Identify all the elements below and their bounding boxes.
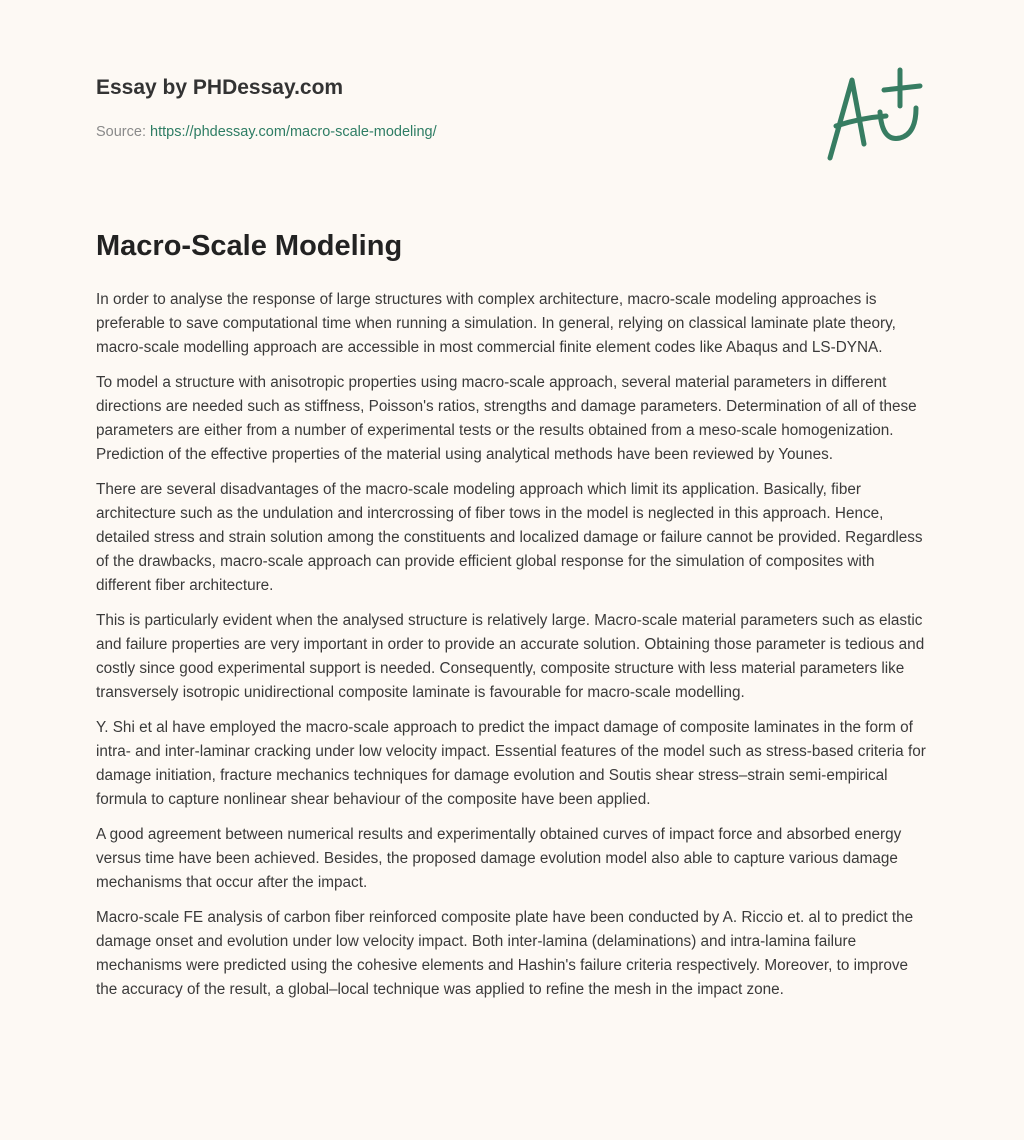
article-paragraph: There are several disadvantages of the macro-scale modeling approach which limit its application. Basically, fiber architecture such as the undulation and intercrossing of fiber tows in the model is neglected in this approach. Hence, detailed stress and strain solution among the constituents and localized damage or failure cannot be provided. Regardless of the drawbacks, macro-scale approach can provide efficient global response for the simulation of composites with different fiber architecture. bbox=[96, 481, 923, 594]
article-paragraph: A good agreement between numerical results and experimentally obtained curves of impact force and absorbed energy versus time have been achieved. Besides, the proposed damage evolution model also able to capture various damage mechanisms that occur after the impact. bbox=[96, 826, 902, 891]
source-label: Source: bbox=[96, 124, 146, 140]
article-paragraph: This is particularly evident when the analysed structure is relatively large. Macro-scale material parameters such as elastic and failure properties are very important in order to provide an accurate solution. Obtaining those parameter is tedious and costly since good experimental support is needed. Consequently, composite structure with less material parameters like transversely isotropic unidirectional composite laminate is favourable for macro-scale modelling. bbox=[96, 612, 925, 701]
source-line bbox=[96, 124, 437, 140]
article-title: Macro-Scale Modeling bbox=[96, 230, 403, 262]
article-paragraph: Y. Shi et al have employed the macro-scale approach to predict the impact damage of composite laminates in the form of intra- and inter-laminar cracking under low velocity impact. Essential features of the model such as stress-based criteria for damage initiation, fracture mechanics techniques for damage evolution and Soutis shear stress–strain semi-empirical formula to capture nonlinear shear behaviour of the composite have been applied. bbox=[96, 719, 926, 808]
site-header bbox=[96, 76, 343, 100]
article-paragraph: To model a structure with anisotropic properties using macro-scale approach, several material parameters in different directions are needed such as stiffness, Poisson's ratios, strengths and damage parameters. Determination of all of these parameters are either from a number of experimental tests or the results obtained from a meso-scale homogenization. Prediction of the effective properties of the material using analytical methods have been reviewed by Younes. bbox=[96, 374, 917, 463]
a-plus-logo-icon bbox=[820, 66, 930, 166]
article-paragraph: Macro-scale FE analysis of carbon fiber reinforced composite plate have been conducted by A. Riccio et. al to predict the damage onset and evolution under low velocity impact. Both inter-lamina (delaminations) and intra-lamina failure mechanisms were predicted using the cohesive elements and Hashin's failure criteria respectively. Moreover, to improve the accuracy of the result, a global–local technique was applied to refine the mesh in the impact zone. bbox=[96, 909, 914, 998]
source-link[interactable]: https://phdessay.com/macro-scale-modeling/ bbox=[150, 124, 437, 140]
article bbox=[96, 226, 928, 1013]
article-paragraph: In order to analyse the response of large structures with complex architecture, macro-scale modeling approaches is preferable to save computational time when running a simulation. In general, relying on classical laminate plate theory, macro-scale modelling approach are accessible in most commercial finite element codes like Abaqus and LS-DYNA. bbox=[96, 291, 896, 356]
brand-title: Essay by PHDessay.com bbox=[96, 76, 344, 99]
